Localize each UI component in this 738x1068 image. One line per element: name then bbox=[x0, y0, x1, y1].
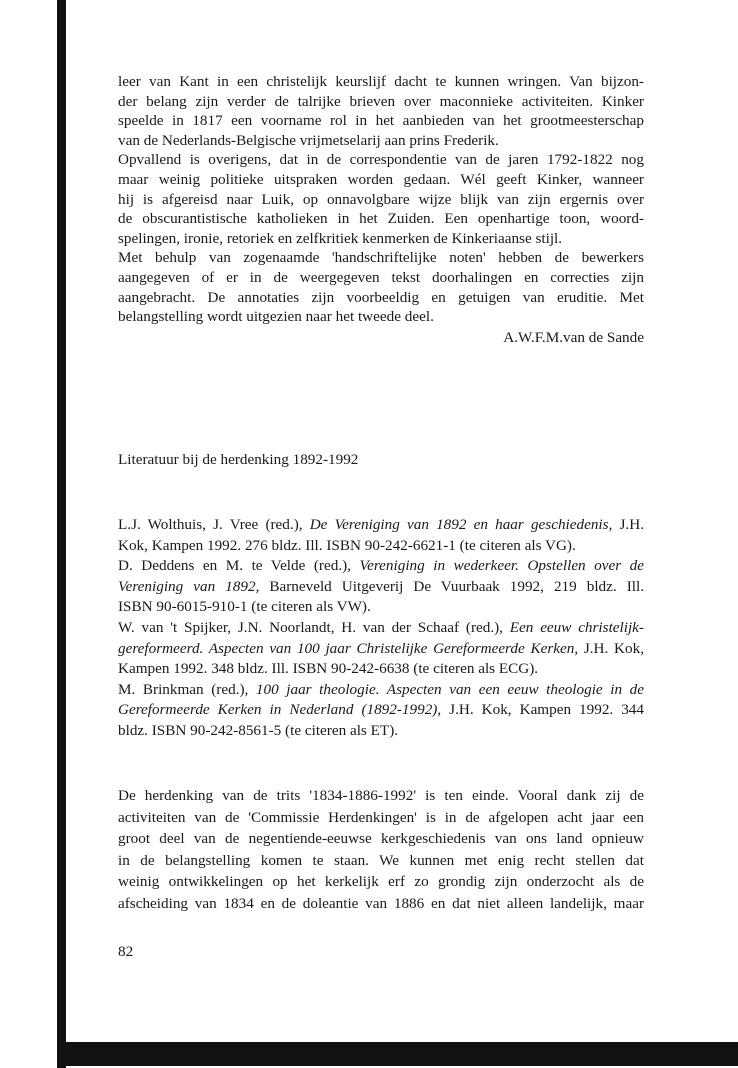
text-line: leer van Kant in een christelijk keurslijf dacht te kunnen wringen. Van bijzon- bbox=[118, 73, 644, 90]
text-line: maar weinig politieke uitspraken worden gedaan. Wél geeft Kinker, wanneer bbox=[118, 170, 644, 188]
text-line: Opvallend is overigens, dat in de correspondentie van de jaren 1792-1822 nog bbox=[118, 151, 644, 169]
text-line: De herdenking van de trits '1834-1886-1992' is ten einde. Vooral dank zij de bbox=[118, 787, 644, 804]
text-line bbox=[118, 618, 644, 639]
text-line: spelingen, ironie, retoriek en zelfkritiek kenmerken de Kinkeriaanse stijl. bbox=[118, 229, 563, 247]
text-line bbox=[118, 721, 644, 742]
text-span: D. Deddens en M. te Velde (red.), bbox=[118, 557, 360, 575]
text-line: afscheiding van 1834 en de doleantie van 1886 en dat niet alleen landelijk, maar bbox=[118, 894, 644, 912]
text-span: , Barneveld Uitgeverij De Vuurbaak 1992, 219 bldz. Ill. bbox=[255, 577, 644, 595]
text-line: groot deel van de negentiende-eeuwse kerkgeschiedenis van ons land opnieuw bbox=[118, 830, 644, 847]
section-heading: Literatuur bij de herdenking 1892-1992 bbox=[118, 451, 359, 468]
text-line bbox=[118, 700, 644, 721]
text-line: speelde in 1817 een voorname rol in het aanbieden van het grootmeesterschap bbox=[118, 112, 644, 130]
text-line bbox=[118, 680, 644, 701]
italic-title: gereformeerd. Aspecten van 100 jaar Christelijke Gereformeerde Kerken bbox=[118, 639, 575, 657]
text-span: , J.H. bbox=[608, 516, 644, 533]
text-line: van de Nederlands-Belgische vrijmetselarij aan prins Frederik. bbox=[118, 131, 499, 149]
text-span: Kampen 1992. 348 bldz. Ill. ISBN 90-242-6638 (te citeren als ECG). bbox=[118, 660, 539, 678]
text-span: L.J. Wolthuis, J. Vree (red.), bbox=[118, 516, 310, 533]
reference-list bbox=[118, 515, 644, 742]
text-line: Met behulp van zogenaamde 'handschriftelijke noten' hebben de bewerkers bbox=[118, 249, 644, 267]
text-line bbox=[118, 639, 644, 660]
text-line bbox=[118, 536, 644, 557]
text-line: aangebracht. De annotaties zijn voorbeeldig en getuigen van eruditie. Met bbox=[118, 288, 644, 306]
text-line: belangstelling wordt uitgezien naar het tweede deel. bbox=[118, 308, 434, 326]
text-span: bldz. ISBN 90-242-8561-5 (te citeren als ET). bbox=[118, 721, 399, 739]
text-line bbox=[118, 577, 644, 598]
text-line bbox=[118, 515, 644, 536]
review-text bbox=[118, 72, 644, 347]
review-signature: A.W.F.M.van de Sande bbox=[503, 328, 644, 346]
text-span: ISBN 90-6015-910-1 (te citeren als VW). bbox=[118, 598, 371, 616]
text-line bbox=[118, 556, 644, 577]
italic-title: Vereniging van 1892 bbox=[118, 577, 256, 595]
reference-entry bbox=[118, 556, 644, 618]
text-line: der belang zijn verder de talrijke brieven over maconnieke activiteiten. Kinker bbox=[118, 92, 644, 110]
italic-title: Gereformeerde Kerken in Nederland (1892-1992) bbox=[118, 701, 438, 719]
scan-bottom-edge bbox=[57, 1042, 738, 1066]
reference-entry bbox=[118, 680, 644, 742]
text-line: in de belangstelling komen te staan. We kunnen met enig recht stellen dat bbox=[118, 851, 644, 869]
page-number: 82 bbox=[118, 943, 134, 960]
italic-title: Vereniging in wederkeer. Opstellen over de bbox=[359, 557, 644, 575]
text-line: de obscurantistische katholieken in het Zuiden. Een openhartige toon, woord- bbox=[118, 210, 644, 228]
text-line: weinig ontwikkelingen op het kerkelijk erf zo grondig zijn onderzocht als de bbox=[118, 873, 644, 890]
text-span: Kok, Kampen 1992. 276 bldz. Ill. ISBN 90-242-6621-1 (te citeren als VG). bbox=[118, 536, 576, 554]
text-span: , J.H. Kok, bbox=[574, 639, 644, 657]
text-line bbox=[118, 597, 644, 618]
reference-entry bbox=[118, 515, 644, 556]
text-line: aangegeven of er in de weergegeven tekst doorhalingen en correcties zijn bbox=[118, 268, 644, 286]
text-span: M. Brinkman (red.), bbox=[118, 680, 256, 698]
scan-left-edge bbox=[57, 0, 66, 1068]
reference-entry bbox=[118, 618, 644, 680]
italic-title: De Vereniging van 1892 en haar geschiedenis bbox=[309, 516, 609, 533]
italic-title: Een eeuw christelijk- bbox=[509, 618, 644, 636]
text-line: hij is afgereisd naar Luik, op onnavolgbare wijze blijk van zijn ergernis over bbox=[118, 190, 644, 208]
text-line bbox=[118, 659, 644, 680]
closing-paragraph bbox=[118, 785, 644, 914]
text-span: , J.H. Kok, Kampen 1992. 344 bbox=[437, 701, 644, 719]
text-span: W. van 't Spijker, J.N. Noorlandt, H. van der Schaaf (red.), bbox=[118, 618, 510, 636]
text-line: activiteiten van de 'Commissie Herdenkingen' is in de afgelopen acht jaar een bbox=[118, 808, 644, 826]
italic-title: 100 jaar theologie. Aspecten van een eeuw theologie in de bbox=[255, 680, 644, 698]
